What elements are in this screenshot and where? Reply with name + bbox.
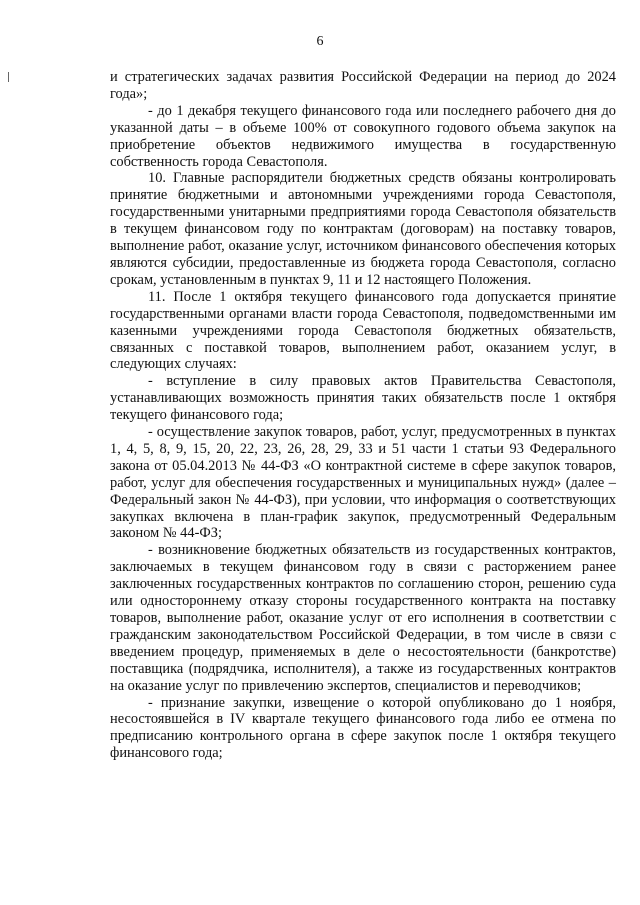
paragraph-7: - возникновение бюджетных обязательств из государственных контрактов, заключаемых в текущем финансовом году в связи с расторжением ранее заключенных государственных контрактов по соглашению сторон, решению суда или одностороннему отказу стороны государственного контракта на поставку товаров, выполнение работ, оказание услуг от его исполнения в соответствии с гражданским законодательством Российской Федерации, в том числе в связи с введением процедур, применяемых в деле о несостоятельности (банкротстве) поставщика (подрядчика, исполнителя), а также из государственных контрактов на оказание услуг по привлечению экспертов, специалистов и переводчиков;: [110, 542, 616, 694]
document-body: [110, 69, 616, 762]
margin-mark: [8, 72, 9, 82]
paragraph-3: 10. Главные распорядители бюджетных средств обязаны контролировать принятие бюджетными и автономными учреждениями города Севастополя, государственными унитарными предприятиями города Севастополя обязательств в текущем финансовом году по контрактам (договорам) на поставку товаров, выполнение работ, оказание услуг, источником финансового обеспечения которых являются субсидии, предоставленные из бюджета города Севастополя, согласно срокам, установленным в пунктах 9, 11 и 12 настоящего Положения.: [110, 170, 616, 288]
paragraph-4: 11. После 1 октября текущего финансового года допускается принятие государственными органами власти города Севастополя, подведомственными им казенными учреждениями города Севастополя бюджетных обязательств, связанных с поставкой товаров, выполнением работ, оказанием услуг, в следующих случаях:: [110, 288, 616, 373]
paragraph-1: и стратегических задачах развития Российской Федерации на период до 2024 года»;: [110, 69, 616, 102]
paragraph-8: - признание закупки, извещение о которой опубликовано до 1 ноября, несостоявшейся в IV квартале текущего финансового года либо ее отмена по предписанию контрольного органа в сфере закупок после 1 октября текущего финансового года;: [110, 694, 616, 762]
paragraph-6: - осуществление закупок товаров, работ, услуг, предусмотренных в пунктах 1, 4, 5, 8, 9, 15, 20, 22, 23, 26, 28, 29, 33 и 51 части 1 статьи 93 Федерального закона от 05.04.2013 № 44-ФЗ «О контрактной системе в сфере закупок товаров, работ, услуг для обеспечения государственных и муниципальных нужд» (далее – Федеральный закон № 44-ФЗ), при условии, что информация о соответствующих закупках включена в план-график закупок, предусмотренный Федеральным законом № 44-ФЗ;: [110, 424, 616, 542]
paragraph-2: - до 1 декабря текущего финансового года или последнего рабочего дня до указанной даты – в объеме 100% от совокупного годового объема закупок на приобретение объектов недвижимого имущества в государственную собственность города Севастополя.: [110, 102, 616, 170]
page-number: 6: [316, 34, 324, 49]
paragraph-5: - вступление в силу правовых актов Правительства Севастополя, устанавливающих возможность принятия таких обязательств после 1 октября текущего финансового года;: [110, 373, 616, 424]
